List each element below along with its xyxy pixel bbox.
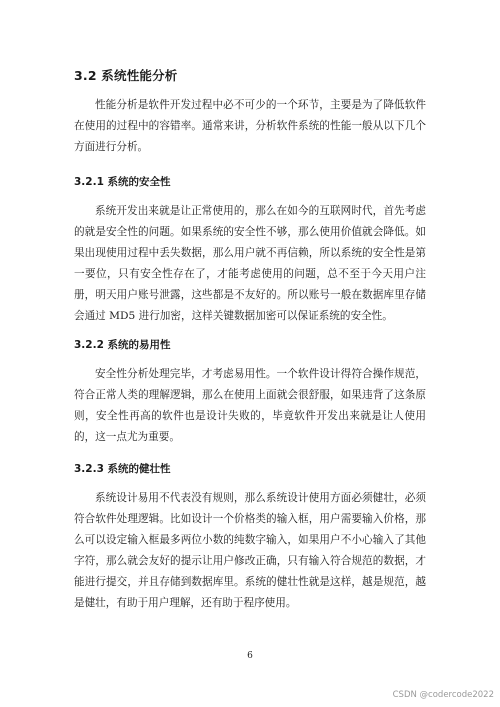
section-heading: 3.2 系统性能分析 (74, 68, 178, 83)
subsection-body-usability: 安全性分析处理完毕，才考虑易用性。一个软件设计得符合操作规范，符合正常人类的理解逻辑，那么在使用上面就会很舒服，如果违背了这条原则，安全性再高的软件也是设计失败的，毕竟软件开发出来就是让人使用的，这一点尤为重要。 (74, 368, 426, 443)
subsection-heading-robustness: 3.2.3 系统的健壮性 (74, 463, 171, 475)
section-intro-paragraph: 性能分析是软件开发过程中必不可少的一个环节，主要是为了降低软件在使用的过程中的容错率。通常来讲，分析软件系统的性能一般从以下几个方面进行分析。 (74, 99, 426, 153)
subsection-body-robustness: 系统设计易用不代表没有规则，那么系统设计使用方面必须健壮，必须符合软件处理逻辑。比如设计一个价格类的输入框，用户需要输入价格，那么可以设定输入框最多两位小数的纯数字输入，如果用户不小心输入了其他字符，那么就会友好的提示让用户修改正确，只有输入符合规范的数据，才能进行提交，并且存储到数据库里。系统的健壮性就是这样，越是规范，越是健壮，有助于用户理解，还有助于程序使用。 (74, 492, 426, 609)
subsection-heading-usability: 3.2.2 系统的易用性 (74, 339, 171, 351)
subsection-body-security: 系统开发出来就是让正常使用的，那么在如今的互联网时代，首先考虑的就是安全性的问题。如果系统的安全性不够，那么使用价值就会降低。如果出现使用过程中丢失数据，那么用户就不再信赖，所以系统的安全性是第一要位，只有安全性存在了，才能考虑使用的问题，总不至于今天用户注册，明天用户账号泄露，这些都是不友好的。所以账号一般在数据库里存储会通过 MD5 进行加密，这样关键数据加密可以保证系统的安全性。 (74, 205, 426, 322)
watermark: CSDN @codercode2022 (392, 690, 494, 700)
subsection-heading-security: 3.2.1 系统的安全性 (74, 176, 171, 188)
page-number: 6 (247, 651, 253, 661)
